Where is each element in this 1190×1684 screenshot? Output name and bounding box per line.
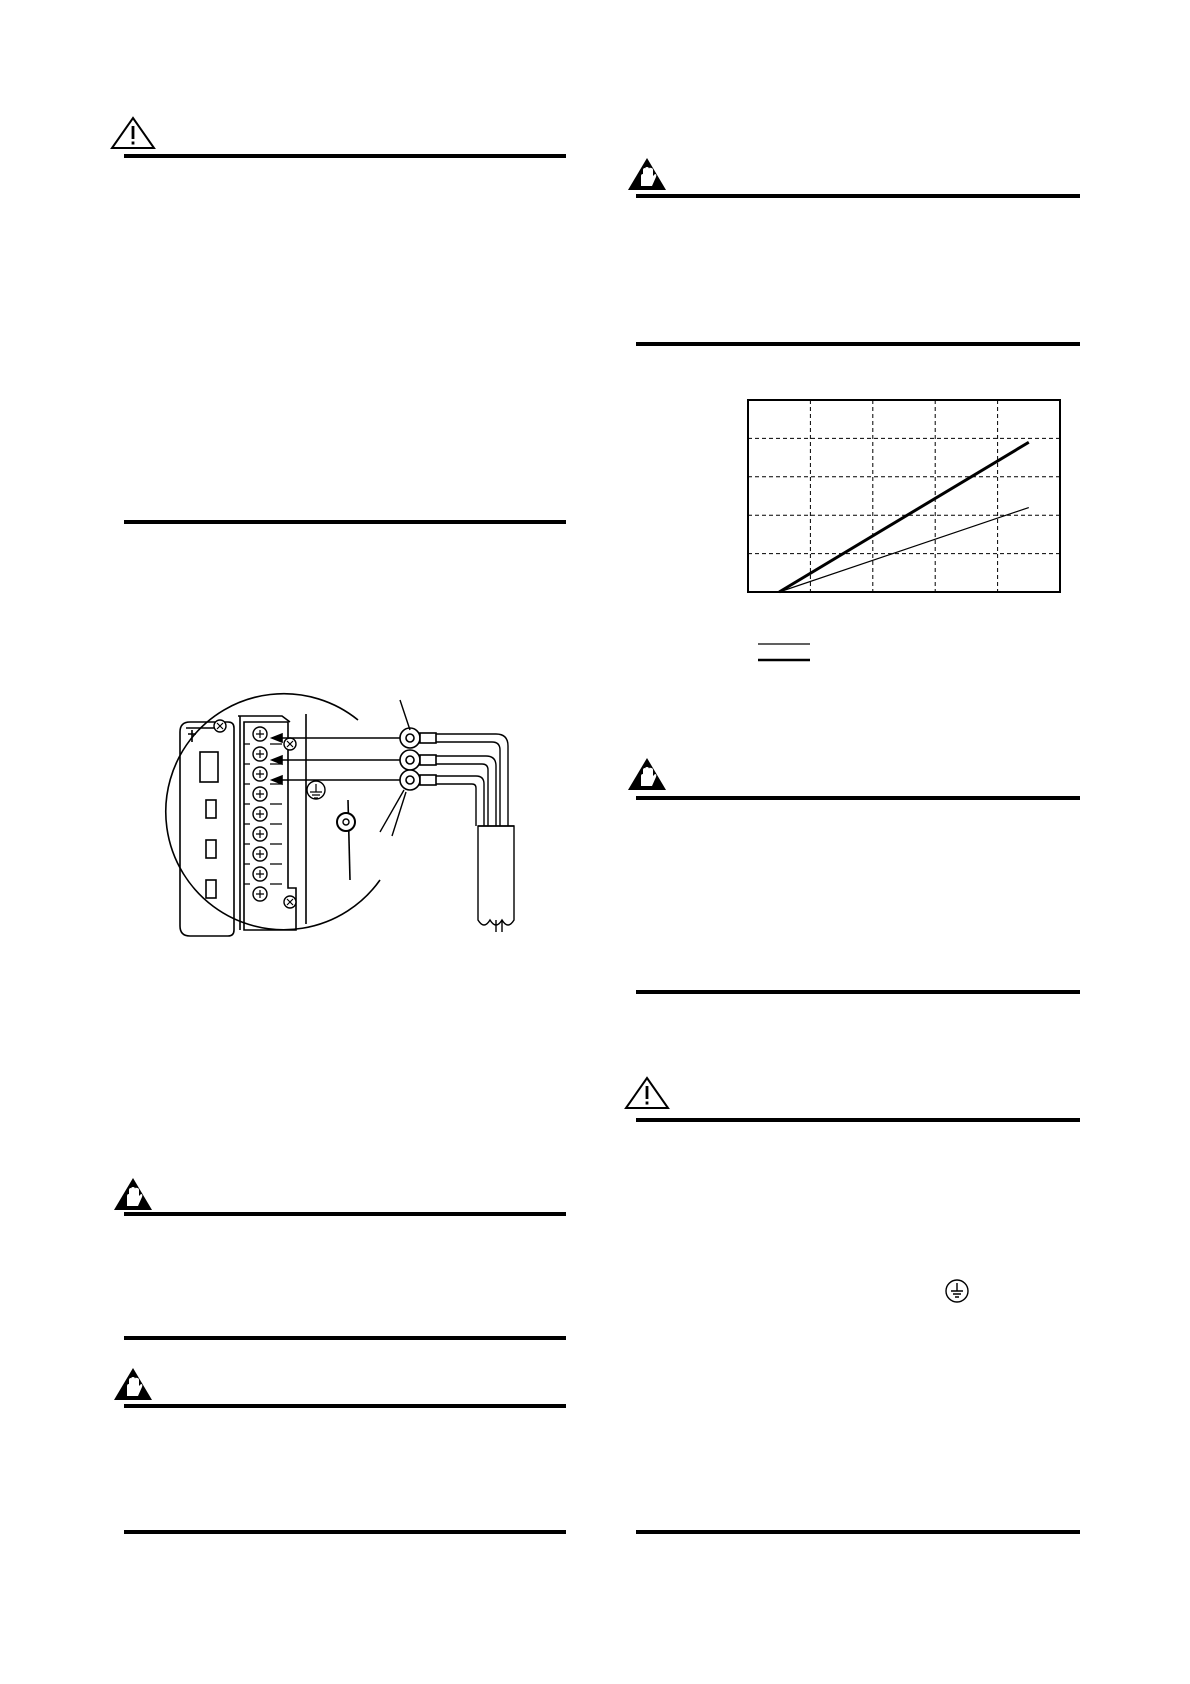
stop-hand-icon	[626, 756, 668, 792]
section-bottom-rule	[636, 990, 1080, 994]
section-top-rule	[636, 796, 1080, 800]
screw	[284, 738, 296, 750]
stop-hand-icon	[112, 1366, 154, 1402]
section-bottom-rule	[124, 1530, 566, 1534]
section-bottom-rule	[124, 520, 566, 524]
chart-frame	[748, 400, 1060, 592]
terminal-block-frame	[244, 722, 296, 930]
section-top-rule	[636, 1118, 1080, 1122]
chart-legend	[754, 640, 814, 664]
cable-jacket	[478, 826, 514, 925]
terminal-cover-panel	[180, 722, 234, 936]
section-bottom-rule	[636, 342, 1080, 346]
section-bottom-rule	[124, 1336, 566, 1340]
panel-slot	[206, 880, 216, 898]
screw	[253, 767, 267, 781]
magnifier-circle	[166, 694, 380, 930]
panel-slot	[200, 752, 218, 782]
screw	[253, 727, 267, 741]
ring-lug	[400, 728, 420, 748]
screw	[253, 827, 267, 841]
protective-earth-icon	[944, 1278, 970, 1304]
section-bottom-rule	[636, 1530, 1080, 1534]
ground-screw	[337, 813, 355, 831]
screw	[253, 847, 267, 861]
screw	[253, 867, 267, 881]
screw	[253, 747, 267, 761]
ring-lug	[400, 750, 420, 770]
screw	[214, 720, 226, 732]
screw	[253, 807, 267, 821]
section-top-rule	[124, 154, 566, 158]
panel-slot	[206, 840, 216, 858]
line-chart	[746, 398, 1062, 594]
ground-mark	[307, 781, 325, 799]
stop-hand-icon	[112, 1176, 154, 1212]
section-top-rule	[636, 194, 1080, 198]
ring-lug	[400, 770, 420, 790]
screw	[284, 896, 296, 908]
screw	[253, 787, 267, 801]
stop-hand-icon	[626, 156, 668, 192]
section-top-rule	[124, 1404, 566, 1408]
screw	[253, 887, 267, 901]
panel-slot	[206, 800, 216, 818]
warning-triangle-icon	[624, 1076, 670, 1110]
section-top-rule	[124, 1212, 566, 1216]
warning-triangle-icon	[110, 116, 156, 150]
